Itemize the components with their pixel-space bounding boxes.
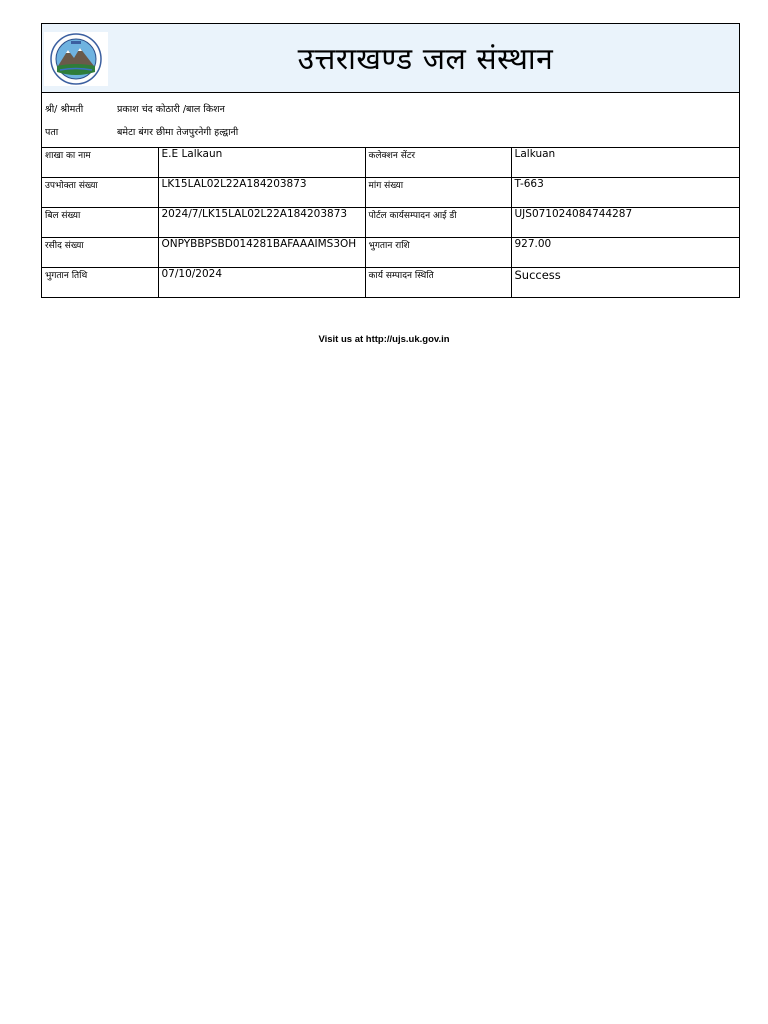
bill-number-label: बिल संख्या: [42, 208, 158, 238]
transaction-status-label: कार्य सम्पादन स्थिति: [365, 268, 511, 298]
payment-date-label: भुगतान तिथि: [42, 268, 158, 298]
receipt-header: [42, 24, 739, 93]
demand-number-label: मांग संख्या: [365, 178, 511, 208]
table-row: [42, 238, 739, 268]
portal-transaction-id-value: UJS071024084744287: [511, 208, 739, 238]
table-row: [42, 208, 739, 238]
consumer-info: [42, 93, 739, 148]
payment-receipt: [41, 23, 740, 298]
payment-amount-value: 927.00: [511, 238, 739, 268]
receipt-number-label: रसीद संख्या: [42, 238, 158, 268]
consumer-name-label: श्री/ श्रीमती: [45, 104, 84, 115]
transaction-status-value: Success: [511, 268, 739, 298]
demand-number-value: T-663: [511, 178, 739, 208]
table-row: [42, 178, 739, 208]
branch-name-value: E.E Lalkaun: [158, 148, 365, 178]
consumer-number-value: LK15LAL02L22A184203873: [158, 178, 365, 208]
branch-name-label: शाखा का नाम: [42, 148, 158, 178]
organization-title: उत्तराखण्ड जल संस्थान: [297, 42, 554, 77]
portal-transaction-id-label: पोर्टल कार्यसम्पादन आई डी: [365, 208, 511, 238]
consumer-address-value: बमेटा बंगर छीमा तेजपुरनेगी हल्द्वानी: [117, 127, 239, 138]
website-footer-link[interactable]: Visit us at http://ujs.uk.gov.in: [318, 334, 450, 345]
table-row: [42, 268, 739, 298]
payment-amount-label: भुगतान राशि: [365, 238, 511, 268]
collection-center-label: कलेक्शन सेंटर: [365, 148, 511, 178]
receipt-number-value: ONPYBBPSBD014281BAFAAAIMS3OH: [158, 238, 365, 268]
consumer-address-label: पता: [45, 127, 59, 138]
table-row: [42, 148, 739, 178]
organization-logo-icon: [44, 32, 108, 86]
payment-date-value: 07/10/2024: [158, 268, 365, 298]
receipt-details-table: [42, 148, 739, 298]
consumer-number-label: उपभोक्ता संख्या: [42, 178, 158, 208]
collection-center-value: Lalkuan: [511, 148, 739, 178]
bill-number-value: 2024/7/LK15LAL02L22A184203873: [158, 208, 365, 238]
consumer-name-value: प्रकाश चंद कोठारी /बाल किशन: [117, 104, 225, 115]
